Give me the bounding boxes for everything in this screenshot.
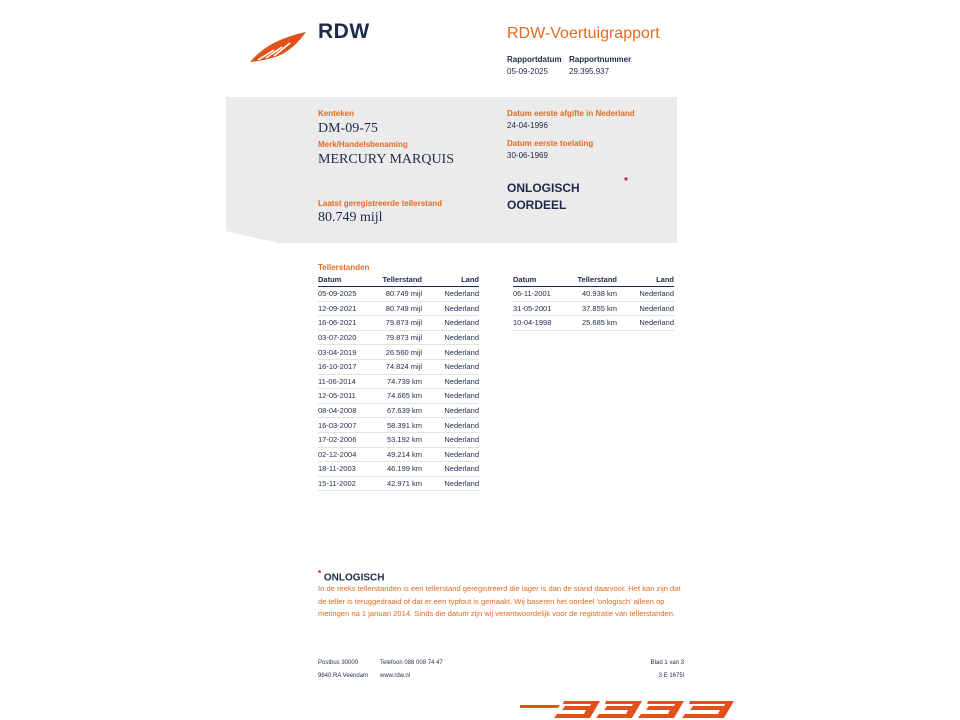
table-row xyxy=(318,374,479,389)
rapportnummer-value: 29.395.937 xyxy=(569,67,610,76)
odometer-table-right xyxy=(513,274,674,331)
cell-land: Nederland xyxy=(426,476,479,491)
cell-datum: 16-10-2017 xyxy=(318,359,376,374)
table-row xyxy=(318,418,479,433)
brand-name: RDW xyxy=(318,20,370,43)
note-title xyxy=(318,569,384,583)
cell-land: Nederland xyxy=(426,389,479,404)
cell-land: Nederland xyxy=(426,330,479,345)
cell-land: Nederland xyxy=(426,462,479,477)
table-row xyxy=(318,403,479,418)
rdw-feather-logo-icon xyxy=(248,30,310,66)
cell-land: Nederland xyxy=(621,316,674,331)
table-row xyxy=(318,301,479,316)
decorative-stripes-icon xyxy=(520,699,740,720)
cell-tellerstand: 80.749 mijl xyxy=(376,287,426,302)
cell-tellerstand: 67.639 km xyxy=(376,403,426,418)
cell-tellerstand: 79.873 mijl xyxy=(376,316,426,331)
cell-tellerstand: 74.824 mijl xyxy=(376,359,426,374)
cell-datum: 05-09-2025 xyxy=(318,287,376,302)
verdict-line-1: ONLOGISCH xyxy=(507,181,580,195)
footer-postbus: Postbus 30000 xyxy=(318,660,359,666)
table-row xyxy=(318,287,479,302)
cell-land: Nederland xyxy=(426,359,479,374)
table-row xyxy=(318,432,479,447)
cell-land: Nederland xyxy=(426,432,479,447)
footer-telefoon: Telefoon 088 008 74 47 xyxy=(380,660,443,666)
rapportdatum-label: Rapportdatum xyxy=(507,55,562,64)
table-row xyxy=(318,359,479,374)
cell-tellerstand: 74.665 km xyxy=(376,389,426,404)
cell-tellerstand: 79.873 mijl xyxy=(376,330,426,345)
cell-land: Nederland xyxy=(621,301,674,316)
table-row xyxy=(318,330,479,345)
table-row xyxy=(318,462,479,477)
cell-datum: 31-05-2001 xyxy=(513,301,571,316)
cell-datum: 12-05-2011 xyxy=(318,389,376,404)
afgifte-value: 24-04-1996 xyxy=(507,121,548,130)
note-title-text: ONLOGISCH xyxy=(323,572,385,584)
cell-land: Nederland xyxy=(426,374,479,389)
afgifte-label: Datum eerste afgifte in Nederland xyxy=(507,109,635,118)
note-text: In de reeks tellerstanden is een tellerstand geregistreerd die lager is dan de stand daarvoor. Het kan zijn dat de teller is teruggedraaid of dat er een typfout is gemaakt. Wij baseren het oordeel 'onlogisch' alleen op metingen na 1 januari 2014. Sinds die datum zijn wij verantwoordelijk voor de registratie van tellerstanden. xyxy=(318,584,681,618)
column-header-land: Land xyxy=(621,274,674,287)
verdict-star-icon: * xyxy=(624,176,628,187)
table-row xyxy=(318,447,479,462)
footer-page-number: Blad 1 van 3 xyxy=(650,660,684,666)
table-row xyxy=(318,476,479,491)
column-header-datum: Datum xyxy=(318,274,376,287)
kenteken-value: DM-09-75 xyxy=(318,121,378,136)
table-row xyxy=(318,389,479,404)
section-title-tellerstanden: Tellerstanden xyxy=(318,263,370,272)
cell-land: Nederland xyxy=(426,418,479,433)
odometer-table-left xyxy=(318,274,479,491)
cell-land: Nederland xyxy=(426,287,479,302)
cell-tellerstand: 42.971 km xyxy=(376,476,426,491)
cell-datum: 10-04-1998 xyxy=(513,316,571,331)
cell-land: Nederland xyxy=(426,345,479,360)
table-row xyxy=(513,316,674,331)
vehicle-info-panel xyxy=(226,97,677,243)
cell-datum: 03-04-2019 xyxy=(318,345,376,360)
cell-land: Nederland xyxy=(621,287,674,302)
verdict xyxy=(507,180,580,214)
cell-datum: 15-11-2002 xyxy=(318,476,376,491)
rapportnummer-label: Rapportnummer xyxy=(569,55,632,64)
cell-tellerstand: 40.938 km xyxy=(571,287,621,302)
cell-tellerstand: 26.560 mijl xyxy=(376,345,426,360)
table-row xyxy=(318,316,479,331)
cell-datum: 03-07-2020 xyxy=(318,330,376,345)
report-title: RDW-Voertuigrapport xyxy=(507,25,660,42)
cell-tellerstand: 53.192 km xyxy=(376,432,426,447)
table-row xyxy=(318,345,479,360)
footer-website[interactable]: www.rdw.nl xyxy=(380,673,411,679)
column-header-datum: Datum xyxy=(513,274,571,287)
cell-land: Nederland xyxy=(426,403,479,418)
column-header-land: Land xyxy=(426,274,479,287)
cell-datum: 18-11-2003 xyxy=(318,462,376,477)
column-header-tellerstand: Tellerstand xyxy=(571,274,621,287)
cell-datum: 17-02-2006 xyxy=(318,432,376,447)
verdict-line-2: OORDEEL xyxy=(507,198,567,212)
tellerstand-label: Laatst geregistreerde tellerstand xyxy=(318,199,443,208)
panel-notch xyxy=(226,231,278,243)
cell-tellerstand: 37.855 km xyxy=(571,301,621,316)
cell-land: Nederland xyxy=(426,447,479,462)
footer-address: 9640 RA Veendam xyxy=(318,673,369,679)
rapportdatum-value: 05-09-2025 xyxy=(507,67,548,76)
cell-tellerstand: 80.749 mijl xyxy=(376,301,426,316)
cell-datum: 02-12-2004 xyxy=(318,447,376,462)
cell-tellerstand: 25.685 km xyxy=(571,316,621,331)
kenteken-label: Kenteken xyxy=(318,109,355,118)
toelating-value: 30-06-1969 xyxy=(507,151,548,160)
cell-tellerstand: 58.391 km xyxy=(376,418,426,433)
table-row xyxy=(513,301,674,316)
cell-datum: 16-06-2021 xyxy=(318,316,376,331)
cell-land: Nederland xyxy=(426,316,479,331)
cell-tellerstand: 49.214 km xyxy=(376,447,426,462)
merk-label: Merk/Handelsbenaming xyxy=(318,140,408,149)
cell-tellerstand: 46.199 km xyxy=(376,462,426,477)
column-header-tellerstand: Tellerstand xyxy=(376,274,426,287)
toelating-label: Datum eerste toelating xyxy=(507,139,594,148)
cell-tellerstand: 74.739 km xyxy=(376,374,426,389)
note-star-icon: * xyxy=(318,569,322,578)
cell-land: Nederland xyxy=(426,301,479,316)
cell-datum: 06-11-2001 xyxy=(513,287,571,302)
table-row xyxy=(513,287,674,302)
tellerstand-value: 80.749 mijl xyxy=(318,210,383,225)
footer-document-code: 3 E 1675l xyxy=(658,673,684,679)
cell-datum: 12-09-2021 xyxy=(318,301,376,316)
cell-datum: 16-03-2007 xyxy=(318,418,376,433)
merk-value: MERCURY MARQUIS xyxy=(318,152,455,167)
cell-datum: 08-04-2008 xyxy=(318,403,376,418)
cell-datum: 11-06-2014 xyxy=(318,374,376,389)
